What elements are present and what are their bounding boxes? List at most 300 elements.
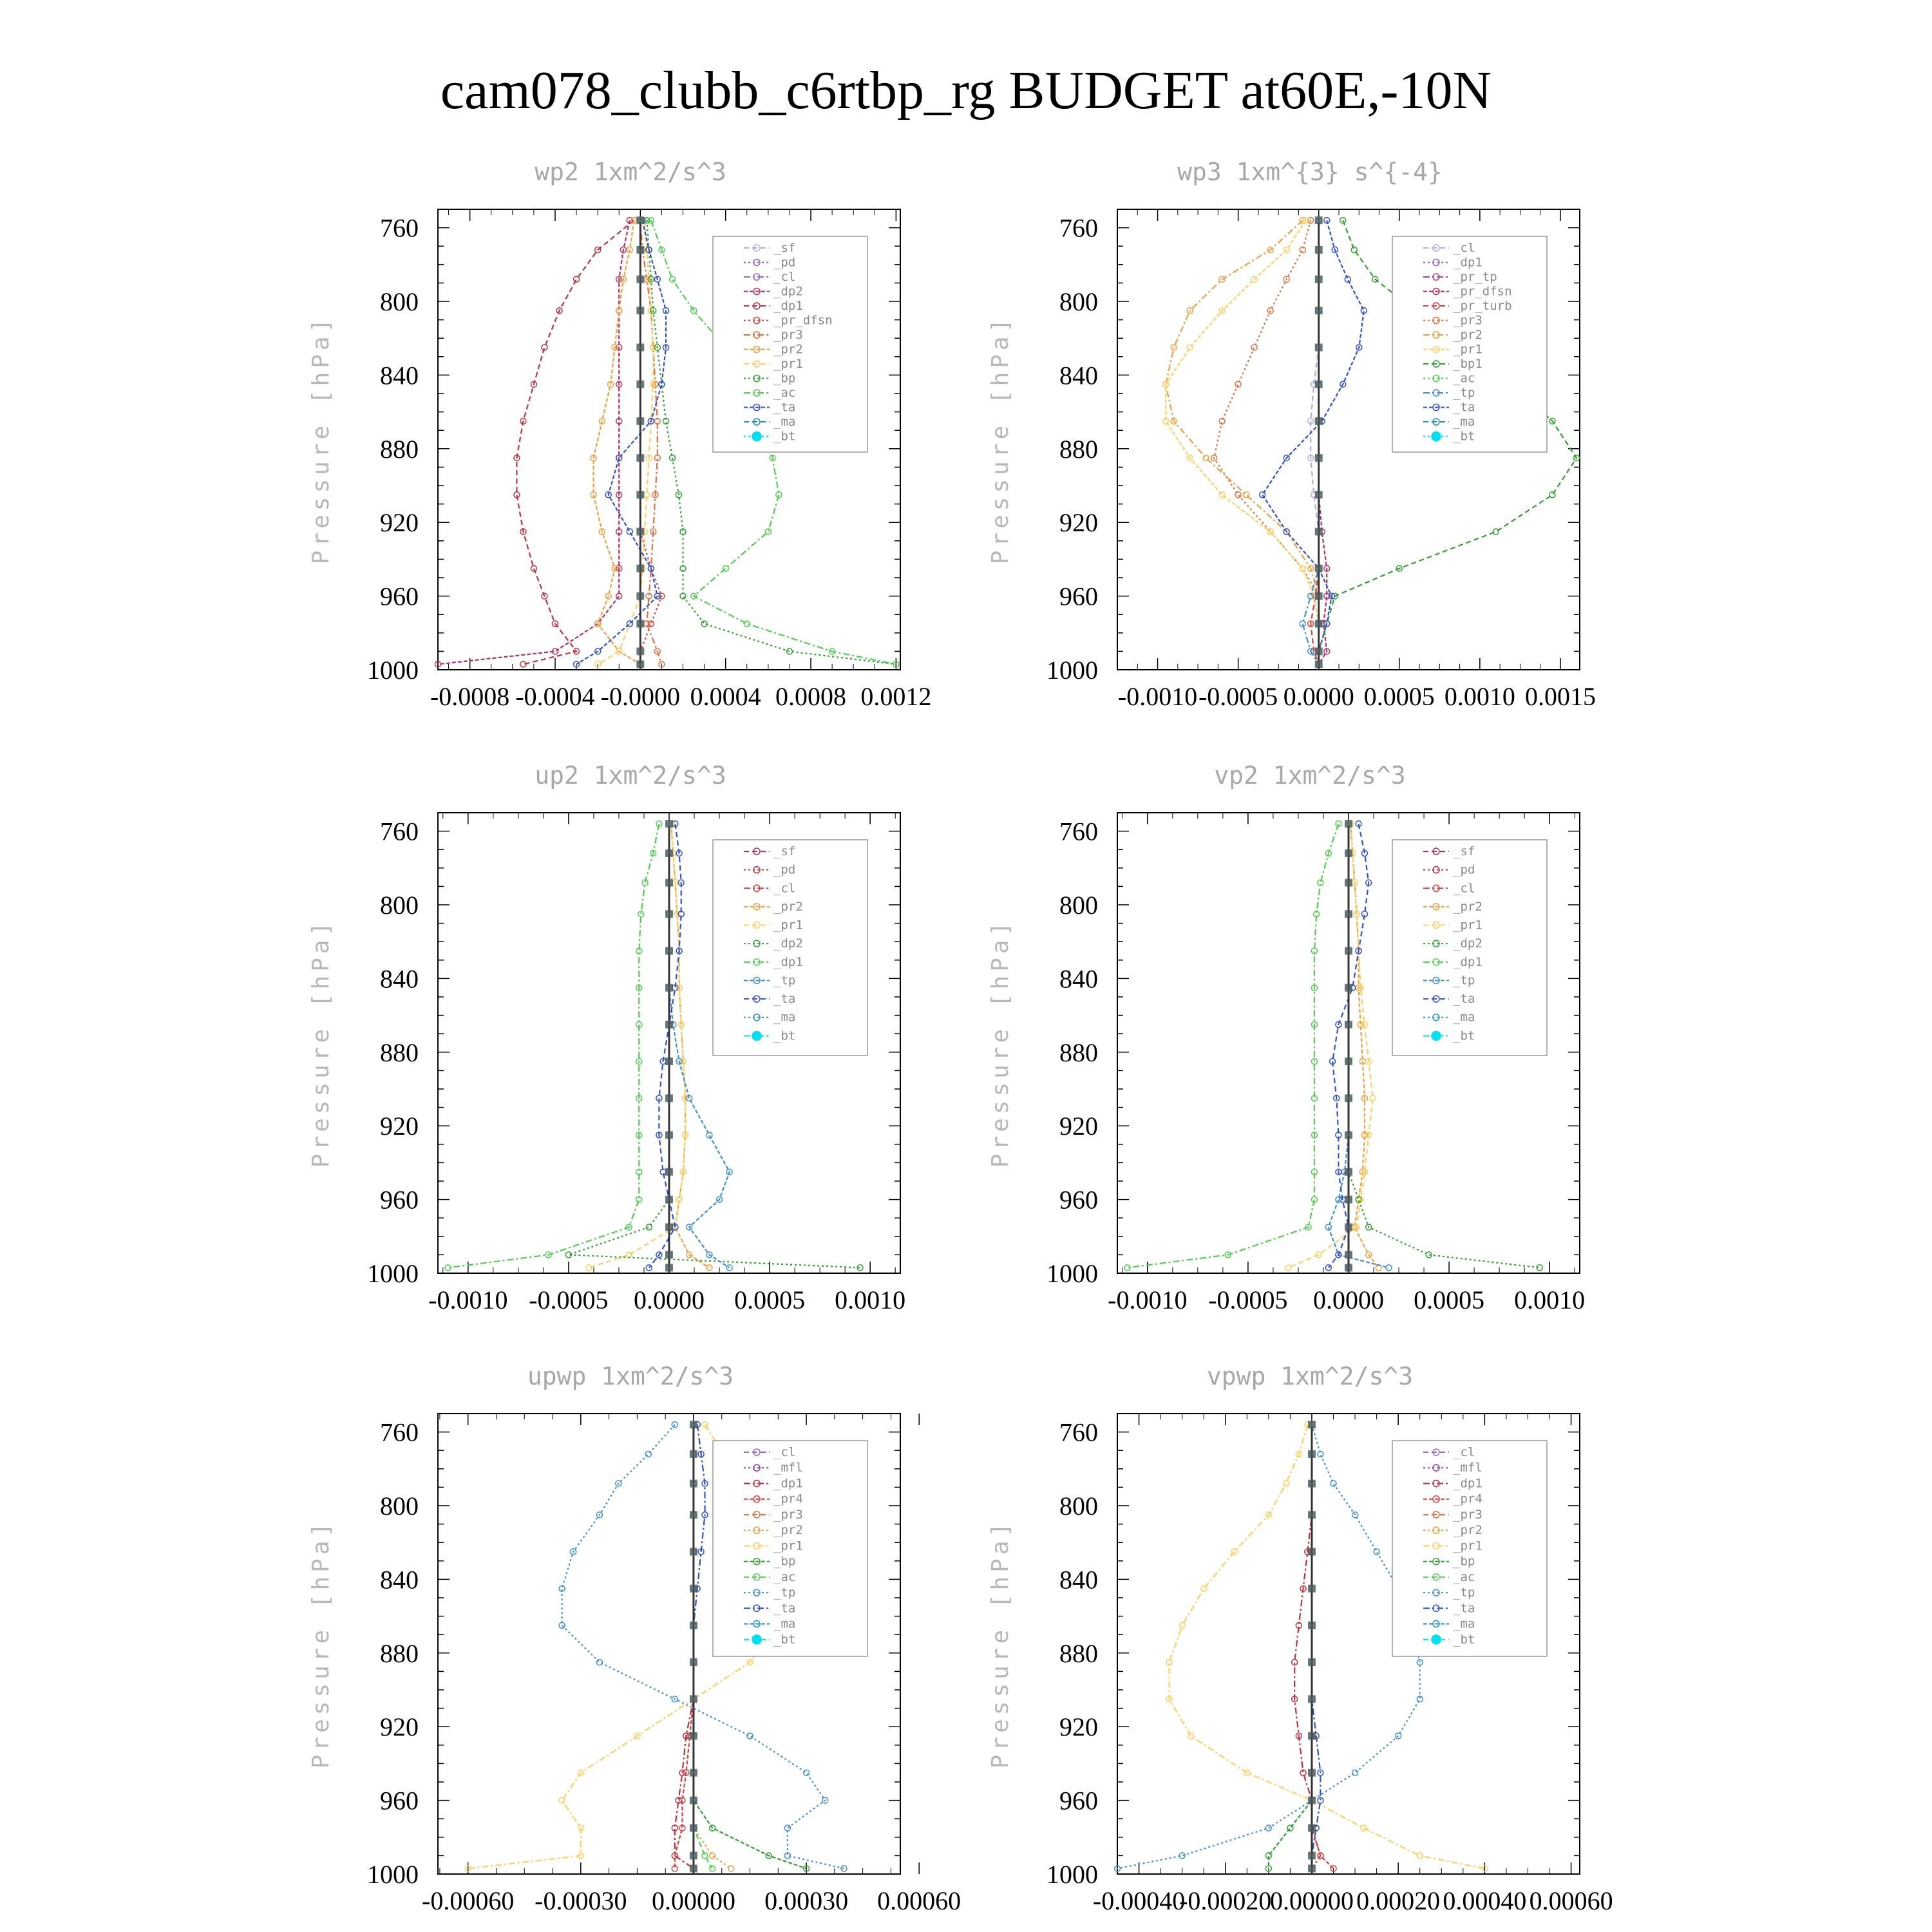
- legend-item: _pr2: [773, 342, 803, 357]
- bt-marker: [665, 1132, 673, 1139]
- y-tick-label: 1000: [1046, 656, 1098, 685]
- legend-item: _mfl: [1453, 1461, 1482, 1475]
- x-tick-label: 0.0008: [775, 682, 847, 711]
- legend-item: _ta: [773, 992, 796, 1007]
- legend-item: _ma: [1453, 415, 1475, 429]
- bt-marker: [1315, 381, 1323, 388]
- x-tick-label: 0.0000: [1283, 682, 1354, 711]
- legend-marker: [752, 1635, 761, 1644]
- legend-item: _ma: [1453, 1010, 1475, 1025]
- data-point: [645, 1451, 651, 1457]
- legend-item: _pr_tp: [1453, 270, 1497, 284]
- data-point: [710, 1866, 715, 1871]
- data-point: [1386, 1265, 1392, 1271]
- legend-item: _bp: [773, 371, 796, 386]
- bt-marker: [1308, 1480, 1316, 1488]
- bt-marker: [636, 454, 644, 462]
- y-tick-label: 840: [380, 1565, 419, 1595]
- bt-marker: [1308, 1695, 1316, 1703]
- bt-marker: [1308, 1622, 1316, 1629]
- chart-panel-4: [987, 761, 1585, 1314]
- panel-title: up2 1xm^2/s^3: [535, 761, 726, 790]
- bt-marker: [1308, 1797, 1316, 1804]
- y-axis-label: Pressure [hPa]: [308, 918, 334, 1168]
- x-tick-label: -0.00040: [1092, 1886, 1186, 1915]
- legend-item: _dp1: [773, 299, 803, 313]
- data-point: [574, 276, 580, 282]
- bt-marker: [690, 1421, 697, 1428]
- y-tick-label: 760: [1059, 817, 1098, 846]
- legend-item: _bt: [1453, 1028, 1475, 1043]
- legend-item: _pr2: [773, 899, 803, 914]
- bt-marker: [1345, 947, 1352, 955]
- data-point: [1300, 565, 1305, 571]
- legend: [713, 236, 867, 452]
- legend-item: _dp1: [1453, 1476, 1482, 1491]
- legend-item: _ac: [773, 1569, 796, 1584]
- data-point: [710, 1853, 715, 1859]
- legend-item: _mfl: [773, 1461, 803, 1475]
- bt-marker: [690, 1511, 697, 1519]
- data-point: [597, 1660, 603, 1665]
- legend-item: _pr_dfsn: [773, 313, 833, 328]
- legend: [1392, 1441, 1547, 1656]
- legend-item: _ta: [773, 400, 796, 415]
- legend-item: _pr2: [1453, 899, 1482, 914]
- y-tick-label: 760: [380, 817, 419, 846]
- bt-marker: [665, 820, 673, 828]
- x-tick-label: 0.00060: [877, 1886, 961, 1915]
- bt-marker: [1308, 1511, 1316, 1519]
- y-tick-label: 840: [1059, 1565, 1098, 1595]
- legend-item: _bp: [773, 1554, 796, 1569]
- legend-item: _ta: [1453, 992, 1475, 1007]
- bt-marker: [1315, 620, 1323, 628]
- bt-marker: [1308, 1769, 1316, 1777]
- legend-item: _tp: [1453, 973, 1475, 988]
- legend-item: _cl: [773, 270, 796, 284]
- legend-item: _pr4: [1453, 1492, 1482, 1506]
- y-tick-label: 880: [1059, 1037, 1098, 1067]
- bt-marker: [1345, 984, 1352, 992]
- data-point: [804, 1770, 810, 1776]
- legend-item: _pr1: [773, 1539, 803, 1553]
- y-tick-label: 840: [380, 964, 419, 994]
- legend-item: _pr2: [1453, 328, 1482, 342]
- x-tick-label: 0.00020: [1356, 1886, 1441, 1915]
- legend-item: _ac: [1453, 1569, 1475, 1584]
- legend-item: _cl: [773, 881, 796, 896]
- legend-item: _ta: [773, 1601, 796, 1616]
- bt-marker: [636, 647, 644, 655]
- bt-marker: [636, 381, 644, 388]
- legend-item: _ma: [773, 415, 796, 429]
- page-title: cam078_clubb_c6rtbp_rg BUDGET at60E,-10N: [440, 61, 1492, 120]
- y-tick-label: 800: [380, 1492, 419, 1520]
- bt-marker: [1315, 647, 1323, 655]
- series-line: [1288, 824, 1372, 1267]
- bt-marker: [1345, 849, 1352, 857]
- data-point: [1352, 1770, 1358, 1776]
- legend-item: _pr2: [1453, 1523, 1482, 1538]
- y-tick-label: 800: [1059, 891, 1098, 920]
- bt-marker: [636, 216, 644, 224]
- legend-marker: [1432, 1031, 1441, 1040]
- bt-marker: [690, 1769, 697, 1777]
- bt-marker: [1315, 660, 1323, 668]
- y-tick-label: 1000: [1046, 1259, 1098, 1288]
- bt-marker: [665, 1094, 673, 1102]
- series-line: [1214, 220, 1319, 664]
- panel-title: wp2 1xm^2/s^3: [535, 158, 726, 186]
- x-tick-label: 0.00040: [1443, 1886, 1527, 1915]
- y-tick-label: 960: [380, 582, 419, 611]
- chart-panel-5: [308, 1362, 961, 1915]
- series-line: [1269, 1425, 1312, 1868]
- legend-item: _bp1: [1453, 357, 1482, 371]
- legend-item: _tp: [773, 1586, 796, 1600]
- y-tick-label: 920: [1059, 508, 1098, 538]
- x-tick-label: 0.00030: [764, 1886, 849, 1915]
- y-tick-label: 840: [380, 361, 419, 390]
- y-tick-label: 880: [380, 1638, 419, 1668]
- y-axis-label: Pressure [hPa]: [308, 314, 334, 565]
- data-point: [1244, 492, 1249, 498]
- legend-item: _sf: [773, 241, 796, 255]
- series-line: [1117, 1425, 1420, 1868]
- data-point: [1187, 345, 1193, 350]
- data-point: [1549, 492, 1555, 498]
- bt-marker: [636, 276, 644, 283]
- y-tick-label: 800: [1059, 287, 1098, 316]
- bt-marker: [690, 1450, 697, 1458]
- x-tick-label: -0.00020: [1179, 1886, 1272, 1915]
- x-tick-label: -0.0005: [529, 1285, 609, 1314]
- legend-item: _pr1: [1453, 342, 1482, 357]
- bt-marker: [1345, 1264, 1352, 1271]
- series-line: [1166, 220, 1319, 664]
- data-point: [702, 1853, 708, 1859]
- y-tick-label: 960: [1059, 1185, 1098, 1215]
- y-tick-label: 920: [380, 1712, 419, 1742]
- x-tick-label: -0.0010: [1108, 1285, 1188, 1314]
- bt-marker: [1345, 1196, 1352, 1204]
- y-tick-label: 920: [1059, 1112, 1098, 1141]
- series-line: [448, 824, 659, 1267]
- x-tick-label: 0.0010: [1514, 1285, 1586, 1314]
- legend-marker: [752, 1031, 761, 1040]
- bt-marker: [665, 1196, 673, 1204]
- data-point: [1325, 1265, 1331, 1271]
- x-tick-label: 0.0004: [690, 682, 761, 711]
- legend-item: _pr3: [773, 328, 803, 342]
- bt-marker: [690, 1585, 697, 1593]
- bt-marker: [1308, 1421, 1316, 1428]
- y-tick-label: 800: [380, 287, 419, 316]
- x-tick-label: 0.00000: [651, 1886, 735, 1915]
- legend-item: _pr3: [773, 1507, 803, 1522]
- legend-item: _dp1: [1453, 255, 1482, 270]
- bt-marker: [690, 1658, 697, 1666]
- legend-item: _bt: [773, 1632, 796, 1647]
- y-tick-label: 920: [380, 508, 419, 538]
- y-tick-label: 880: [380, 434, 419, 464]
- bt-marker: [665, 1021, 673, 1028]
- legend-item: _pr_turb: [1453, 299, 1512, 313]
- data-point: [1188, 1733, 1194, 1739]
- x-tick-label: -0.0005: [1198, 682, 1278, 711]
- bt-marker: [1345, 910, 1352, 918]
- series-line: [1350, 824, 1379, 1267]
- data-point: [1374, 1549, 1379, 1555]
- legend-item: _pr3: [1453, 1507, 1482, 1522]
- series-line: [1166, 220, 1319, 664]
- bt-marker: [636, 565, 644, 573]
- y-tick-label: 960: [380, 1185, 419, 1215]
- legend-item: _bt: [1453, 1632, 1475, 1647]
- data-point: [1251, 345, 1257, 350]
- data-point: [702, 1422, 708, 1428]
- bt-marker: [1315, 454, 1323, 462]
- bt-marker: [636, 307, 644, 314]
- legend-item: _pr4: [773, 1492, 803, 1506]
- bt-marker: [636, 620, 644, 628]
- data-point: [1493, 529, 1499, 535]
- x-tick-label: 0.0000: [634, 1285, 705, 1314]
- x-tick-label: -0.0010: [428, 1285, 508, 1314]
- series-line: [438, 220, 630, 664]
- panel-title: wp3 1xm^{3} s^{-4}: [1177, 158, 1443, 186]
- bt-marker: [1308, 1585, 1316, 1593]
- y-tick-label: 920: [1059, 1712, 1098, 1742]
- data-point: [1203, 455, 1209, 461]
- legend-item: _bt: [773, 1028, 796, 1043]
- bt-marker: [665, 879, 673, 887]
- legend-item: _ac: [1453, 371, 1475, 386]
- bt-marker: [1315, 592, 1323, 600]
- legend-item: _ma: [773, 1010, 796, 1025]
- x-tick-label: 0.0010: [1444, 682, 1515, 711]
- bt-marker: [690, 1797, 697, 1804]
- bt-marker: [1308, 1548, 1316, 1556]
- bt-marker: [1308, 1732, 1316, 1740]
- bt-marker: [1315, 565, 1323, 573]
- y-tick-label: 760: [1059, 213, 1098, 243]
- legend-item: _tp: [1453, 1586, 1475, 1600]
- x-tick-label: 0.0010: [835, 1285, 906, 1314]
- chart-panel-2: [987, 158, 1596, 711]
- bt-marker: [1345, 1251, 1352, 1258]
- bt-marker: [690, 1732, 697, 1740]
- y-axis-label: Pressure [hPa]: [308, 1519, 334, 1769]
- bt-marker: [636, 246, 644, 254]
- bt-marker: [1315, 216, 1323, 224]
- data-point: [1219, 492, 1225, 498]
- bt-marker: [1345, 1168, 1352, 1176]
- x-tick-label: 0.0012: [860, 682, 932, 711]
- bt-marker: [665, 1264, 673, 1271]
- bt-marker: [665, 947, 673, 955]
- legend-item: _dp2: [773, 284, 803, 299]
- y-axis-label: Pressure [hPa]: [987, 918, 1014, 1168]
- y-tick-label: 800: [380, 891, 419, 920]
- legend-item: _cl: [773, 1445, 796, 1459]
- y-tick-label: 760: [1059, 1417, 1098, 1447]
- bt-marker: [1315, 246, 1323, 254]
- bt-marker: [665, 1224, 673, 1231]
- legend: [1392, 236, 1547, 452]
- x-tick-label: 0.00060: [1529, 1886, 1613, 1915]
- legend-item: _pr1: [1453, 918, 1482, 933]
- x-tick-label: -0.0010: [1117, 682, 1198, 711]
- y-tick-label: 1000: [367, 656, 419, 685]
- legend-item: _ta: [1453, 400, 1475, 415]
- legend-item: _bp: [1453, 1554, 1475, 1569]
- series-line: [1294, 1425, 1320, 1868]
- legend-item: _pr_dfsn: [1453, 284, 1512, 299]
- data-point: [784, 1825, 790, 1831]
- bt-marker: [1308, 1824, 1316, 1832]
- data-point: [1287, 1825, 1293, 1831]
- data-point: [706, 1132, 712, 1138]
- legend-marker: [1432, 432, 1441, 441]
- x-tick-label: 0.0000: [1313, 1285, 1384, 1314]
- bt-marker: [1315, 344, 1323, 352]
- bt-marker: [1345, 879, 1352, 887]
- x-tick-label: 0.0005: [1414, 1285, 1485, 1314]
- data-point: [1201, 1586, 1207, 1591]
- legend-item: _ta: [1453, 1601, 1475, 1616]
- data-point: [706, 1265, 712, 1271]
- y-tick-label: 1000: [367, 1259, 419, 1288]
- bt-marker: [1315, 276, 1323, 283]
- data-point: [747, 1733, 753, 1739]
- y-axis-label: Pressure [hPa]: [987, 314, 1014, 565]
- legend-item: _ac: [773, 386, 796, 400]
- bt-marker: [665, 1168, 673, 1176]
- bt-marker: [1308, 1450, 1316, 1458]
- data-point: [728, 1866, 734, 1871]
- bt-marker: [1308, 1864, 1316, 1872]
- legend-item: _dp1: [773, 954, 803, 969]
- data-point: [559, 1797, 565, 1803]
- x-tick-label: 0.0005: [1363, 682, 1435, 711]
- bt-marker: [665, 910, 673, 918]
- y-tick-label: 1000: [1046, 1860, 1098, 1889]
- x-tick-label: 0.0005: [734, 1285, 806, 1314]
- legend-item: _bt: [1453, 429, 1475, 444]
- y-tick-label: 960: [1059, 582, 1098, 611]
- data-point: [646, 1265, 652, 1271]
- bt-marker: [636, 528, 644, 536]
- data-point: [559, 1622, 565, 1628]
- bt-marker: [690, 1695, 697, 1703]
- legend-item: _pd: [1453, 862, 1475, 877]
- data-point: [669, 276, 675, 282]
- bt-marker: [636, 417, 644, 425]
- y-tick-label: 960: [380, 1786, 419, 1815]
- bt-marker: [665, 1251, 673, 1258]
- y-tick-label: 1000: [367, 1860, 419, 1889]
- bt-marker: [1315, 528, 1323, 536]
- bt-marker: [1345, 1132, 1352, 1139]
- bt-marker: [636, 592, 644, 600]
- bt-marker: [1315, 417, 1323, 425]
- y-tick-label: 800: [1059, 1492, 1098, 1520]
- y-axis-label: Pressure [hPa]: [987, 1519, 1014, 1769]
- data-point: [627, 529, 632, 535]
- data-point: [1283, 1481, 1289, 1486]
- x-tick-label: 0.0015: [1524, 682, 1596, 711]
- legend-item: _pr2: [773, 1523, 803, 1538]
- bt-marker: [690, 1480, 697, 1488]
- x-tick-label: -0.00060: [422, 1886, 515, 1915]
- legend-item: _pd: [773, 255, 796, 270]
- x-tick-label: -0.0004: [515, 682, 595, 711]
- legend-item: _tp: [1453, 386, 1475, 400]
- y-tick-label: 840: [1059, 361, 1098, 390]
- legend: [713, 1441, 867, 1656]
- x-tick-label: -0.0005: [1208, 1285, 1288, 1314]
- bt-marker: [665, 1057, 673, 1065]
- legend-item: _pr1: [1453, 1539, 1482, 1553]
- x-tick-label: -0.0000: [600, 682, 680, 711]
- y-tick-label: 960: [1059, 1786, 1098, 1815]
- legend-item: _dp2: [1453, 936, 1482, 951]
- x-tick-label: 0.00000: [1269, 1886, 1354, 1915]
- x-tick-label: -0.00030: [535, 1886, 627, 1915]
- bt-marker: [1345, 1057, 1352, 1065]
- y-tick-label: 760: [380, 1417, 419, 1447]
- data-point: [1235, 381, 1241, 387]
- legend-item: _cl: [1453, 881, 1475, 896]
- bt-marker: [1345, 1021, 1352, 1028]
- y-tick-label: 880: [1059, 434, 1098, 464]
- legend-item: _sf: [773, 844, 796, 858]
- bt-marker: [636, 344, 644, 352]
- legend-marker: [1432, 1635, 1441, 1644]
- series-line: [1128, 824, 1339, 1267]
- bt-marker: [690, 1864, 697, 1872]
- bt-marker: [1315, 491, 1323, 498]
- bt-marker: [1315, 307, 1323, 314]
- data-point: [1331, 1481, 1336, 1486]
- chart-panel-1: [308, 158, 931, 711]
- legend-item: _pr1: [773, 357, 803, 371]
- bt-marker: [690, 1824, 697, 1832]
- bt-marker: [1345, 1094, 1352, 1102]
- bt-marker: [1308, 1658, 1316, 1666]
- legend-item: _cl: [1453, 241, 1475, 255]
- legend-item: _ma: [773, 1616, 796, 1631]
- data-point: [1260, 492, 1265, 498]
- bt-marker: [665, 849, 673, 857]
- bt-marker: [665, 984, 673, 992]
- bt-marker: [1345, 820, 1352, 828]
- legend: [713, 840, 867, 1056]
- bt-marker: [1308, 1852, 1316, 1859]
- data-point: [1345, 276, 1350, 282]
- chart-panel-3: [308, 761, 905, 1314]
- panel-title: upwp 1xm^2/s^3: [527, 1362, 734, 1390]
- legend-item: _bt: [773, 429, 796, 444]
- chart-panel-6: [987, 1362, 1613, 1915]
- bt-marker: [636, 491, 644, 498]
- legend-item: _cl: [1453, 1445, 1475, 1459]
- legend-item: _pr1: [773, 918, 803, 933]
- y-tick-label: 840: [1059, 964, 1098, 994]
- bt-marker: [690, 1622, 697, 1629]
